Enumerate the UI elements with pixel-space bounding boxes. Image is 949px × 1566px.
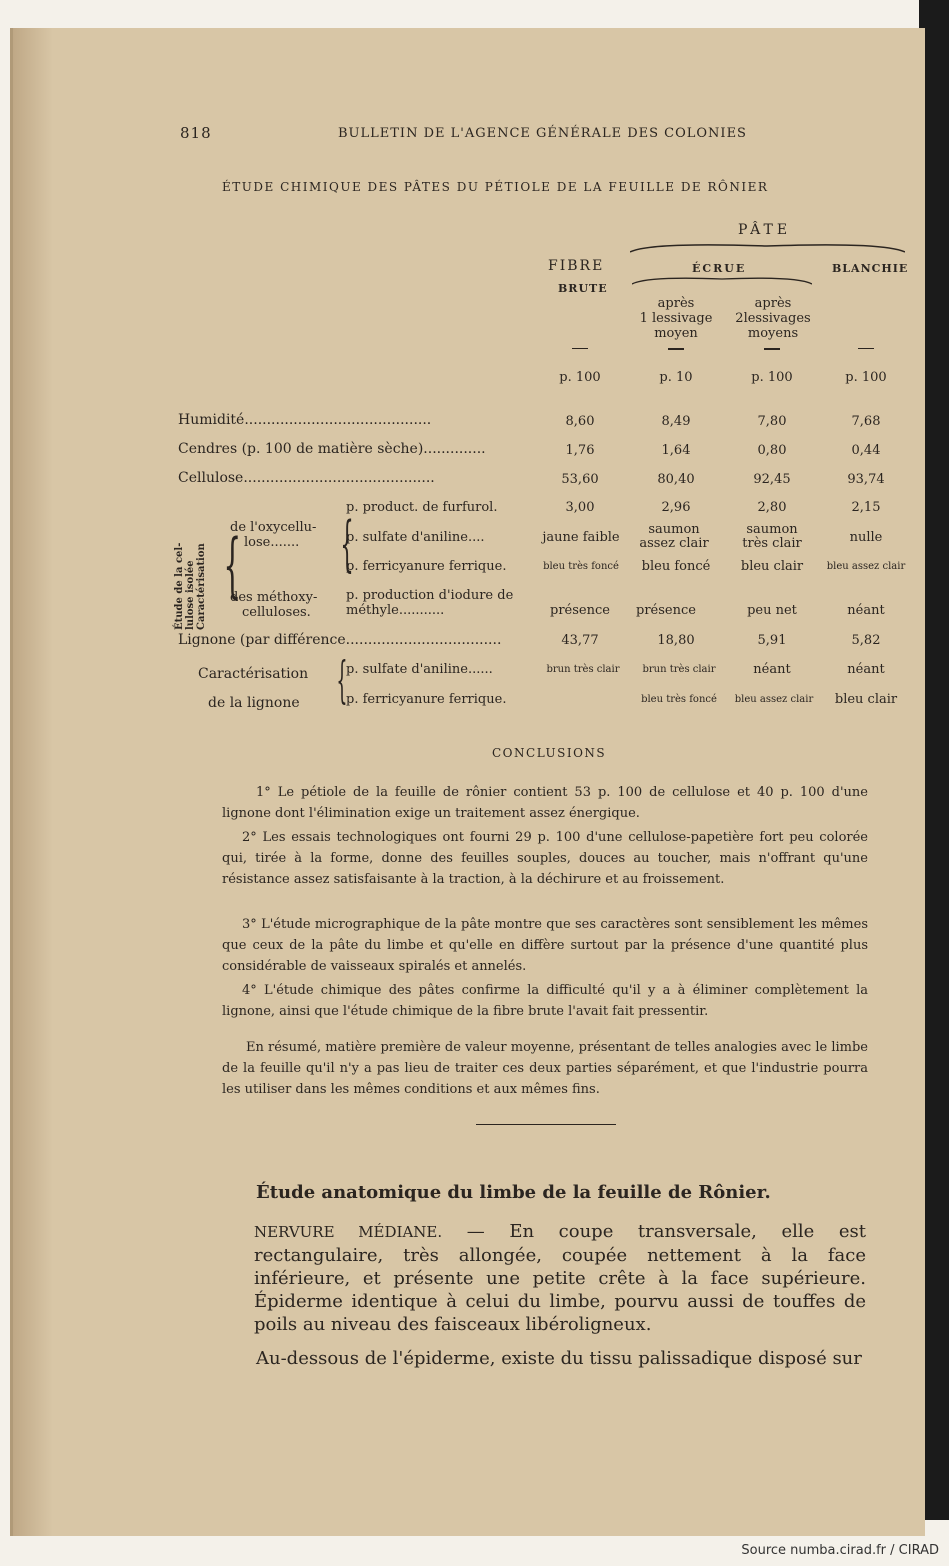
conclusion-3: 3° L'étude micrographique de la pâte montre que ses caractères sont sensiblement les mêmes que ceux de la pâte du limbe et qu'elle en diffère surtout par la présence d'une quantité plus considérable de vaisseaux spiralés et annelés. xyxy=(222,917,868,974)
blanchie-label: BLANCHIE xyxy=(832,262,909,275)
dash xyxy=(572,348,588,349)
brace: { xyxy=(223,524,242,606)
col-header-1-lessivage: après 1 lessivage moyen xyxy=(639,296,713,341)
unit-cell: p. 100 xyxy=(845,370,887,385)
conclusion-summary: En résumé, matière première de valeur moyenne, présentant de telles analogies avec le limbe de la feuille qu'il n'y a pas lieu de traiter ces deux parties séparément, et que l'industrie pourra les utiliser dans les mêmes conditions et aux mêmes fins. xyxy=(222,1040,868,1097)
dash xyxy=(764,348,780,350)
unit-cell: p. 100 xyxy=(751,370,793,385)
col-header-2-lessivages: après 2lessivages moyens xyxy=(735,296,811,341)
conclusions-title: CONCLUSIONS xyxy=(492,746,607,760)
dash xyxy=(858,348,874,349)
pate-brace xyxy=(630,240,905,256)
pate-label: PÂTE xyxy=(738,222,792,238)
source-credit: Source numba.cirad.fr / CIRAD xyxy=(741,1543,939,1558)
fibre-label: FIBRE xyxy=(548,258,605,274)
conclusion-4: 4° L'étude chimique des pâtes confirme la difficulté qu'il y a à éliminer complètement la lignone, ainsi que l'étude chimique de la fibre brute l'avait fait pressentir. xyxy=(222,983,868,1019)
methoxy-label: des méthoxy- celluloses. xyxy=(230,590,318,620)
divider xyxy=(476,1124,616,1125)
oxycellulose-label: de l'oxycellu- lose....... xyxy=(230,520,317,550)
brace: { xyxy=(336,651,348,709)
running-title: BULLETIN DE L'AGENCE GÉNÉRALE DES COLONIES xyxy=(338,126,747,141)
caracterisation-label: Caractérisation de la lignone xyxy=(198,666,309,711)
section-paragraph-2: Au-dessous de l'épiderme, existe du tissu palissadique disposé sur xyxy=(256,1348,862,1369)
page-number: 818 xyxy=(180,124,212,142)
unit-cell: p. 100 xyxy=(559,370,601,385)
section-paragraph-1: NERVURE MÉDIANE. — En coupe transversale, elle est rectangulaire, très allongée, coupée nettement à la face inférieure, et présente une petite crête à la face supérieure. Épiderme identique à celui du limbe, pourvu aussi de touffes de poils au niveau des faisceaux libéroligneux. xyxy=(254,1221,866,1335)
ecrue-brace xyxy=(632,274,812,288)
conclusion-2: 2° Les essais technologiques ont fourni 29 p. 100 d'une cellulose-papetière fort peu colorée qui, tirée à la forme, donne des feuilles souples, douces au toucher, mais n'offrant qu'une résistance assez satisfaisante à la traction, à la déchirure et au froissement. xyxy=(222,830,868,887)
section-heading: Étude anatomique du limbe de la feuille de Rônier. xyxy=(256,1182,771,1203)
conclusion-1: 1° Le pétiole de la feuille de rônier contient 53 p. 100 de cellulose et 40 p. 100 d'une lignone dont l'élimination exige un traitement assez énergique. xyxy=(222,785,868,821)
brace: { xyxy=(340,509,354,579)
dash xyxy=(668,348,684,350)
table-title: ÉTUDE CHIMIQUE DES PÂTES DU PÉTIOLE DE LA FEUILLE DE RÔNIER xyxy=(222,180,769,194)
side-label-vertical: Étude de la cel- lulose isolée Caractérisation xyxy=(174,542,207,630)
ecrue-label: ÉCRUE xyxy=(692,262,747,275)
brute-label: BRUTE xyxy=(558,282,608,295)
unit-cell: p. 10 xyxy=(659,370,693,385)
